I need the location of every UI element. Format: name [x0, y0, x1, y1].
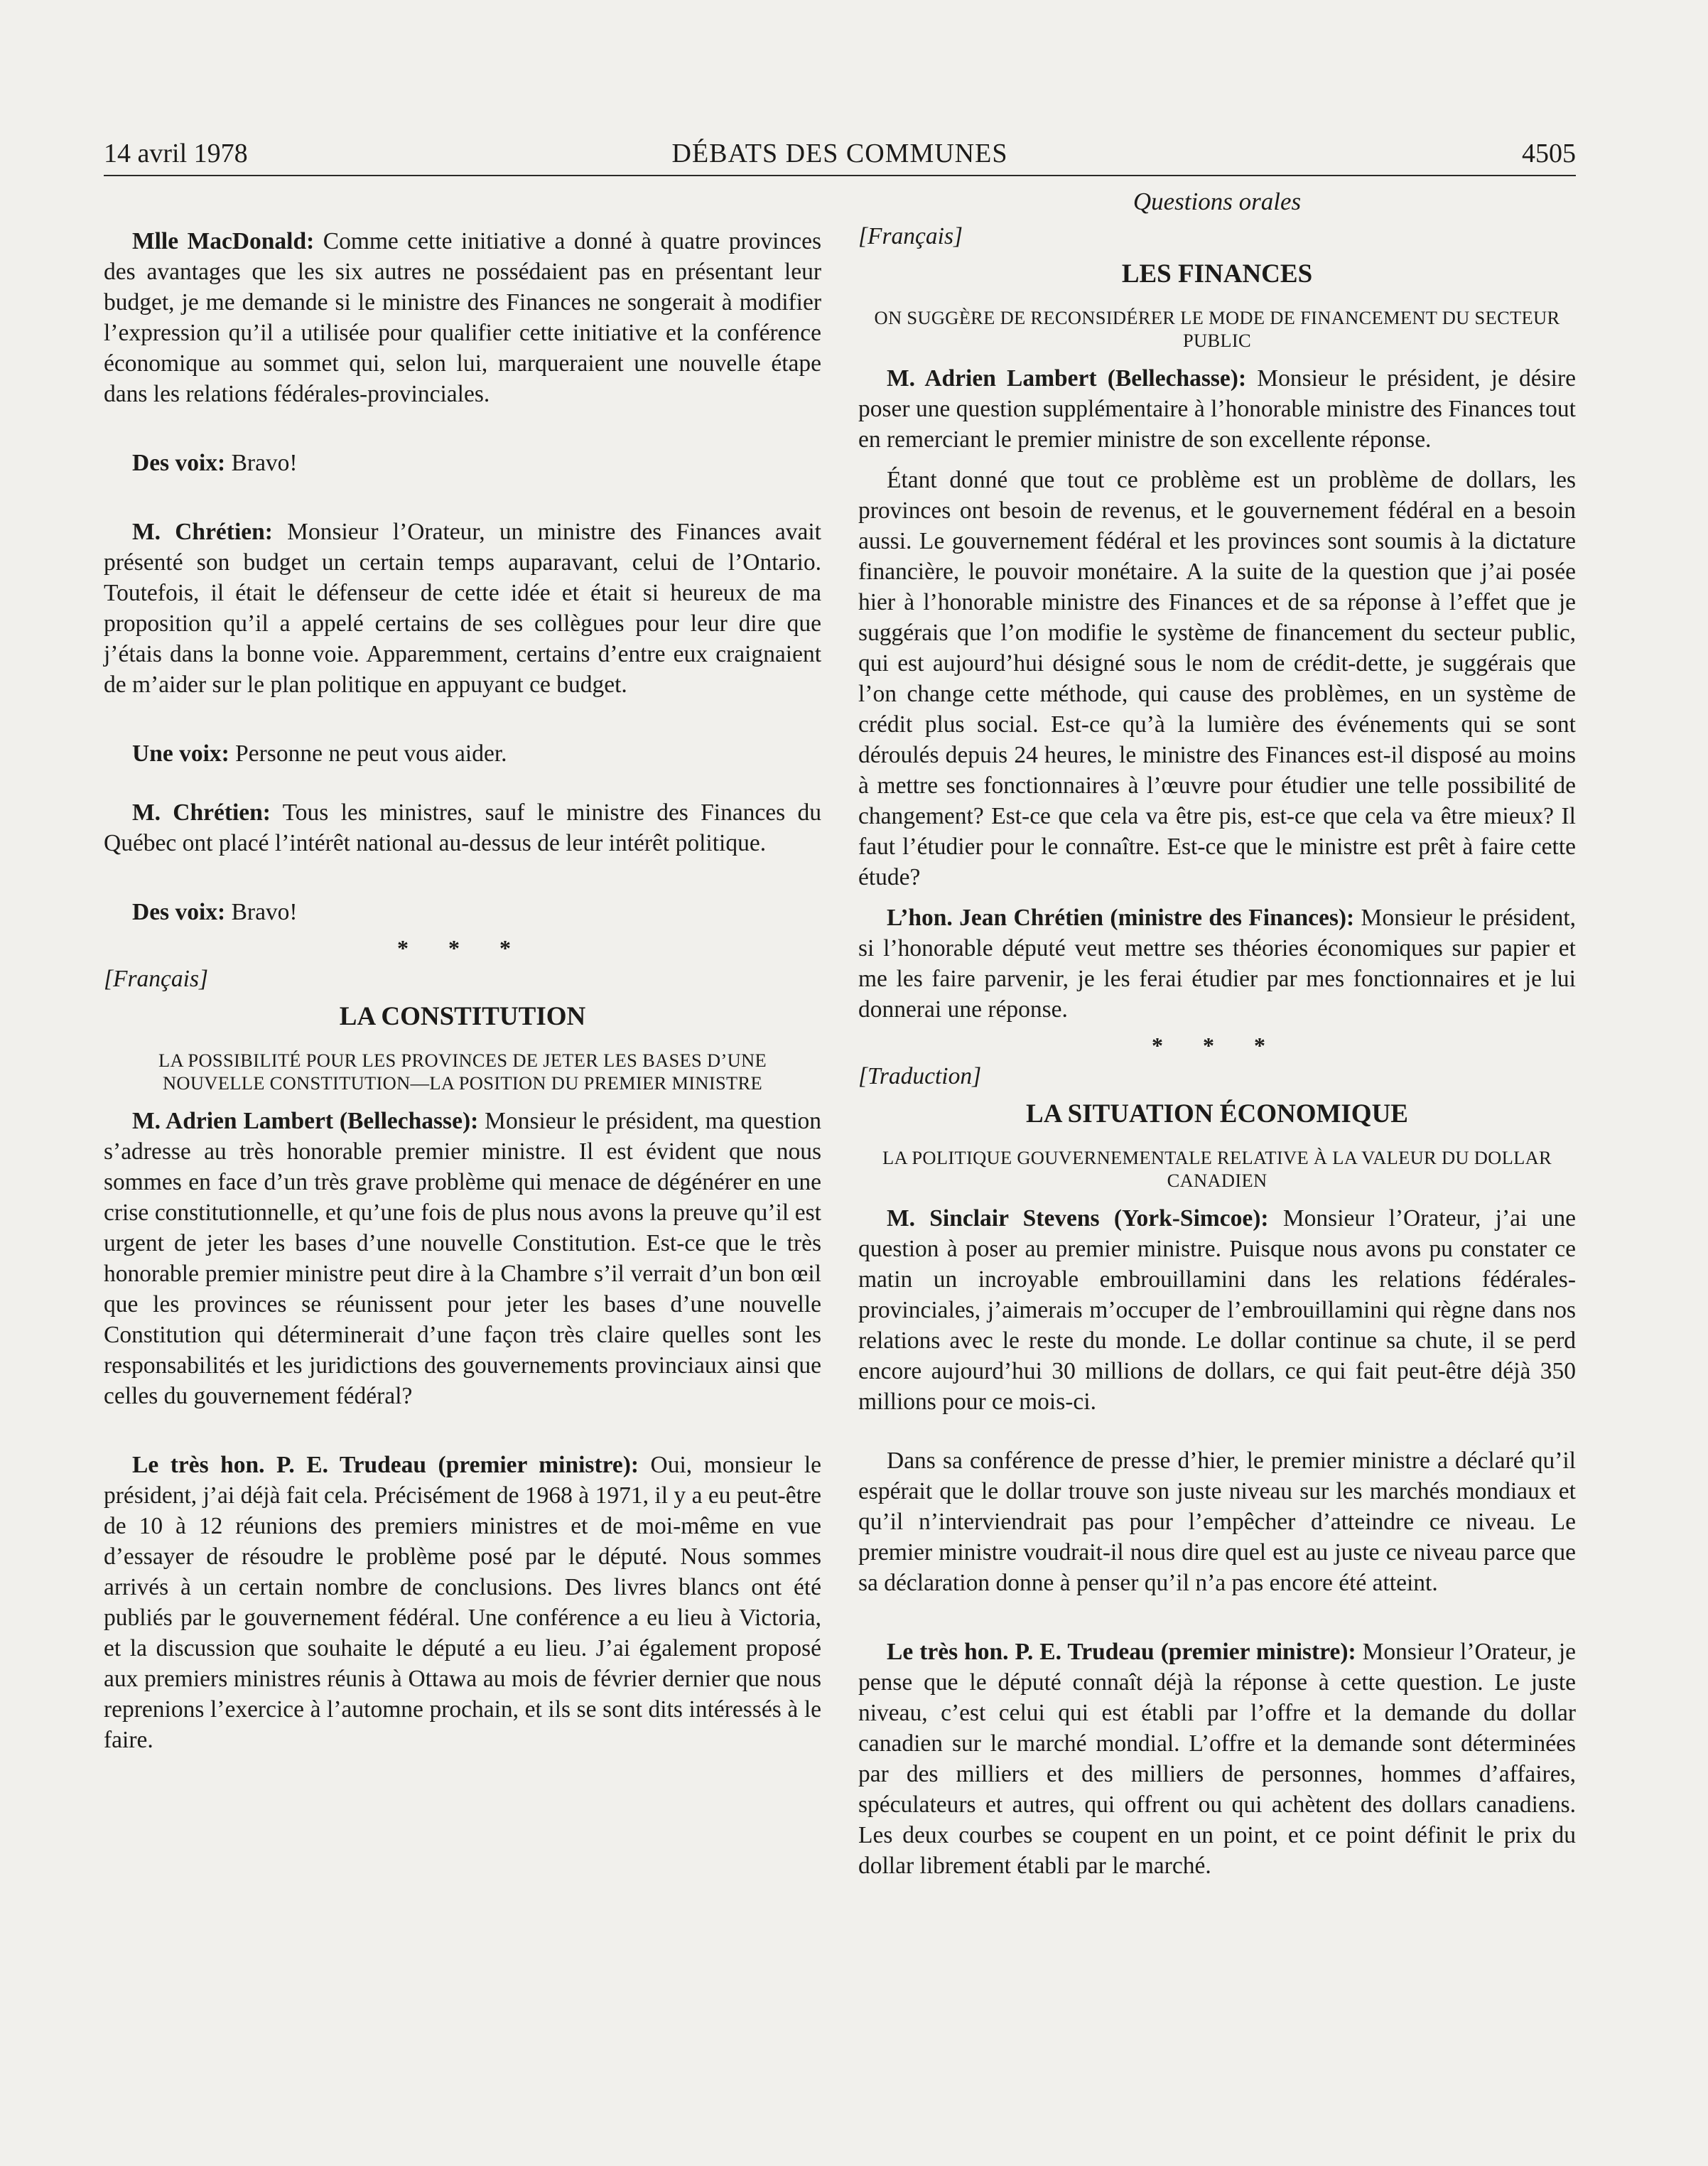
speaker-name: Des voix:: [132, 899, 226, 925]
paragraph-text: Personne ne peut vous aider.: [229, 740, 507, 767]
paragraph: [858, 363, 1576, 455]
section-subheading: LA POLITIQUE GOUVERNEMENTALE RELATIVE À LA VALEUR DU DOLLAR CANADIEN: [882, 1147, 1552, 1191]
paragraph-text: Comme cette initiative a donné à quatre provinces des avantages que les six autres ne possédaient pas en présentant leur budget, je me demande si le ministre des Finances ne songerait à modifier l’expression qu’il a utilisée pour qualifier cette initiative et la conférence économique au sommet qui, selon lui, marqueraient une nouvelle étape dans les relations fédérales-provinciales.: [104, 228, 821, 407]
speaker-name: M. Adrien Lambert (Bellechasse):: [132, 1108, 479, 1134]
section-separator: * * *: [397, 935, 528, 961]
paragraph-text: Tous les ministres, sauf le ministre des Finances du Québec ont placé l’intérêt national au-dessus de leur intérêt politique.: [104, 799, 821, 856]
paragraph: [104, 1106, 821, 1411]
paragraph: [104, 517, 821, 700]
section-subheading: LA POSSIBILITÉ POUR LES PROVINCES DE JETER LES BASES D’UNE NOUVELLE CONSTITUTION—LA POSITION DU PREMIER MINISTRE: [158, 1050, 767, 1094]
section-rubric: Questions orales: [1133, 188, 1302, 215]
speaker-name: M. Chrétien:: [132, 519, 273, 545]
paragraph: [858, 465, 1576, 893]
header-date: 14 avril 1978: [104, 139, 248, 168]
speaker-name: Une voix:: [132, 740, 229, 767]
paragraph-text: Monsieur l’Orateur, un ministre des Finances avait présenté son budget un certain temps auparavant, celui de l’Ontario. Toutefois, il était le défenseur de cette idée et était si heureux de ma proposition qu’il a appelé certains de ses collègues pour leur dire que j’étais dans la bonne voie. Apparemment, certains d’entre eux craignaient de m’aider sur le plan politique en appuyant ce budget.: [104, 519, 821, 698]
language-note: [Français]: [104, 966, 209, 992]
paragraph-text: Dans sa conférence de presse d’hier, le premier ministre a déclaré qu’il espérait que le dollar trouve son juste niveau sur les marchés mondiaux et qu’il n’interviendrait pas pour l’empêcher d’atteindre ce niveau. Le premier ministre voudrait-il nous dire quel est au juste ce niveau parce que sa déclaration donne à penser qu’il n’a pas encore été atteint.: [858, 1448, 1576, 1596]
paragraph-text: Monsieur le président, si l’honorable député veut mettre ses théories économiques sur papier et me les faire parvenir, je les ferai étudier par mes fonctionnaires et je lui donnerai une réponse.: [858, 905, 1576, 1023]
paragraph: [858, 902, 1576, 1025]
paragraph: [104, 738, 821, 769]
paragraph-text: Oui, monsieur le président, j’ai déjà fait cela. Précisément de 1968 à 1971, il y a eu peut-être de 10 à 12 réunions des premiers ministres et de moi-même en vue d’essayer de résoudre le problème posé par le député. Nous sommes arrivés à un certain nombre de conclusions. Des livres blancs ont été publiés par le gouvernement fédéral. Une conférence a eu lieu à Victoria, et la discussion que souhaite le député a eu lieu. J’ai également proposé aux premiers ministres réunis à Ottawa au mois de février dernier que nous reprenions l’exercice à l’automne prochain, et ils se sont dits intéressés à le faire.: [104, 1452, 821, 1753]
paragraph: [858, 1637, 1576, 1881]
paragraph: [104, 1450, 821, 1755]
left-column: [104, 226, 821, 1755]
section-heading: LES FINANCES: [1121, 259, 1313, 289]
section-heading: LA SITUATION ÉCONOMIQUE: [1026, 1099, 1408, 1128]
paragraph-text: Monsieur le président, je désire poser une question supplémentaire à l’honorable ministre des Finances tout en remerciant le premier ministre de son excellente réponse.: [858, 365, 1576, 453]
paragraph-text: Étant donné que tout ce problème est un problème de dollars, les provinces ont besoin de revenus, et le gouvernement fédéral en a besoin aussi. Le gouvernement fédéral et les provinces sont soumis à la dictature financière, le pouvoir monétaire. A la suite de la question que j’ai posée hier à l’honorable ministre des Finances et de sa réponse à l’effet que je suggérais que l’on modifie le système de financement du secteur public, qui est aujourd’hui désigné sous le nom de crédit-dette, je suggérais que l’on change cette méthode, qui cause des problèmes, en un système de crédit plus social. Est-ce qu’à la lumière des événements qui se sont déroulés depuis 24 heures, le ministre des Finances est-il disposé au moins à mettre ses fonctionnaires à l’œuvre pour étudier une telle possibilité de changement? Est-ce que cela va être pis, est-ce que cela va être mieux? Il faut l’étudier pour le connaître. Est-ce que le ministre est prêt à faire cette étude?: [858, 467, 1576, 890]
paragraph: [104, 226, 821, 409]
speaker-name: Le très hon. P. E. Trudeau (premier ministre):: [132, 1452, 639, 1478]
speaker-name: M. Sinclair Stevens (York-Simcoe):: [887, 1205, 1269, 1232]
speaker-name: Des voix:: [132, 450, 226, 476]
language-note: [Traduction]: [858, 1063, 982, 1089]
paragraph-text: Monsieur le président, ma question s’adresse au très honorable premier ministre. Il est évident que nous sommes en face d’un très grave problème qui menace de dégénérer en une crise constitutionnelle, et qu’une fois de plus nous avons la preuve qu’il est urgent de jeter les bases d’une nouvelle Constitution. Est-ce que le très honorable premier ministre peut dire à la Chambre s’il verrait d’un bon œil que les provinces se réunissent pour jeter les bases d’une nouvelle Constitution qui déterminerait d’une façon très claire quelles sont les responsabilités et les juridictions des gouvernements provinciaux ainsi que celles du gouvernement fédéral?: [104, 1108, 822, 1409]
speaker-name: Mlle MacDonald:: [132, 228, 315, 254]
paragraph-text: Monsieur l’Orateur, j’ai une question à poser au premier ministre. Puisque nous avons pu constater ce matin un incroyable embrouillamini dans les relations fédérales-provinciales, j’aimerais m’occuper de l’embrouillamini qui règne dans nos relations avec le reste du monde. Le dollar continue sa chute, il se perd encore aujourd’hui 30 millions de dollars, ce qui fait peut-être déjà 350 millions pour ce mois-ci.: [858, 1205, 1576, 1415]
paragraph-text: Bravo!: [225, 450, 298, 476]
paragraph: [104, 797, 821, 858]
header-page-number: 4505: [1522, 139, 1576, 168]
speaker-name: L’hon. Jean Chrétien (ministre des Finances):: [887, 905, 1355, 931]
section-subheading: ON SUGGÈRE DE RECONSIDÉRER LE MODE DE FINANCEMENT DU SECTEUR PUBLIC: [874, 307, 1560, 351]
paragraph: [104, 897, 821, 927]
section-separator: * * *: [1152, 1033, 1282, 1058]
speaker-name: M. Adrien Lambert (Bellechasse):: [887, 365, 1247, 392]
section-heading: LA CONSTITUTION: [339, 1002, 586, 1031]
paragraph: [104, 448, 821, 478]
right-column: [858, 186, 1576, 1881]
language-note: [Français]: [858, 223, 963, 249]
paragraph-text: Monsieur l’Orateur, je pense que le député connaît déjà la réponse à cette question. Le juste niveau, c’est celui qui est établi par l’offre et la demande du dollar canadien sur le marché mondial. L’offre et la demande sont déterminées par des milliers et des milliers de personnes, hommes d’affaires, spéculateurs et autres, qui offrent ou qui achètent des dollars canadiens. Les deux courbes se coupent en un point, et ce point définit le prix du dollar librement établi par le marché.: [858, 1639, 1576, 1879]
speaker-name: Le très hon. P. E. Trudeau (premier ministre):: [887, 1639, 1356, 1665]
paragraph: [858, 1203, 1576, 1417]
speaker-name: M. Chrétien:: [132, 799, 271, 826]
paragraph: [858, 1445, 1576, 1598]
page-header: [104, 135, 1576, 176]
header-title: DÉBATS DES COMMUNES: [671, 139, 1008, 168]
paragraph-text: Bravo!: [225, 899, 298, 925]
